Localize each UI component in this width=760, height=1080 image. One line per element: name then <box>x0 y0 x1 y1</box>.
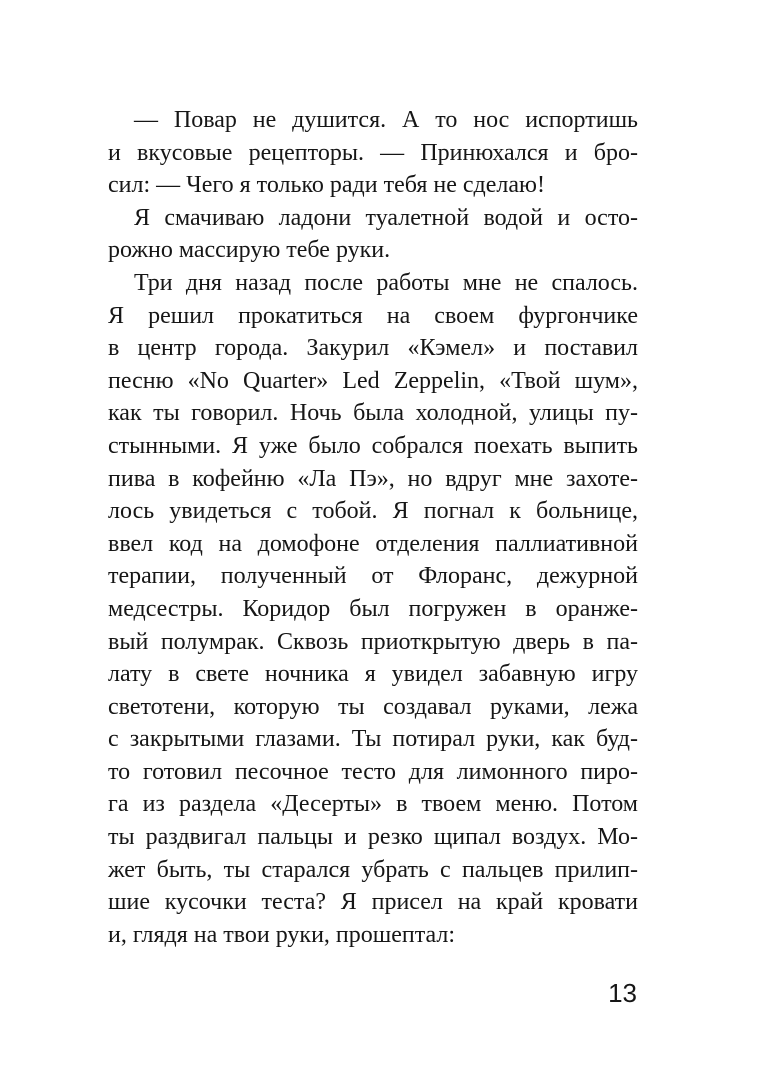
text-line: Я смачиваю ладони туалетной водой и осто- <box>134 204 638 231</box>
text-line: га из раздела «Десерты» в твоем меню. Потом <box>108 791 638 818</box>
text-line: Я решил прокатиться на своем фургончике <box>108 302 638 329</box>
text-line: рожно массирую тебе руки. <box>108 237 391 264</box>
text-line: терапии, полученный от Флоранс, дежурной <box>108 563 638 590</box>
text-line: и, глядя на твои руки, прошептал: <box>108 921 456 948</box>
text-line: как ты говорил. Ночь была холодной, улицы пу- <box>108 400 638 427</box>
text-line: то готовил песочное тесто для лимонного пиро- <box>108 758 638 785</box>
text-line: и вкусовые рецепторы. — Принюхался и бро- <box>108 139 638 166</box>
text-line: ввел код на домофоне отделения паллиативной <box>108 530 638 557</box>
text-line: жет быть, ты старался убрать с пальцев прилип- <box>108 856 638 883</box>
text-line: Три дня назад после работы мне не спалось. <box>134 269 638 296</box>
text-line: медсестры. Коридор был погружен в оранже- <box>108 595 638 622</box>
text-line: вый полумрак. Сквозь приоткрытую дверь в па- <box>108 628 638 655</box>
text-line: шие кусочки теста? Я присел на край кровати <box>108 889 638 916</box>
text-line: пива в кофейню «Ла Пэ», но вдруг мне захоте- <box>108 465 638 492</box>
text-line: стынными. Я уже было собрался поехать выпить <box>108 432 638 459</box>
text-line: лось увидеться с тобой. Я погнал к больнице, <box>108 498 638 525</box>
text-line: светотени, которую ты создавал руками, лежа <box>108 693 638 720</box>
page-text <box>108 104 638 951</box>
text-line: в центр города. Закурил «Кэмел» и поставил <box>108 335 638 362</box>
text-line: — Повар не душится. А то нос испортишь <box>134 107 638 133</box>
text-line: ты раздвигал пальцы и резко щипал воздух. Мо- <box>108 824 638 851</box>
text-line: с закрытыми глазами. Ты потирал руки, как буд- <box>108 726 638 753</box>
page-number: 13 <box>608 978 637 1008</box>
text-line: песню «No Quarter» Led Zeppelin, «Твой шум», <box>108 367 638 394</box>
text-line: сил: — Чего я только ради тебя не сделаю! <box>108 172 545 199</box>
text-line: лату в свете ночника я увидел забавную игру <box>108 661 638 688</box>
